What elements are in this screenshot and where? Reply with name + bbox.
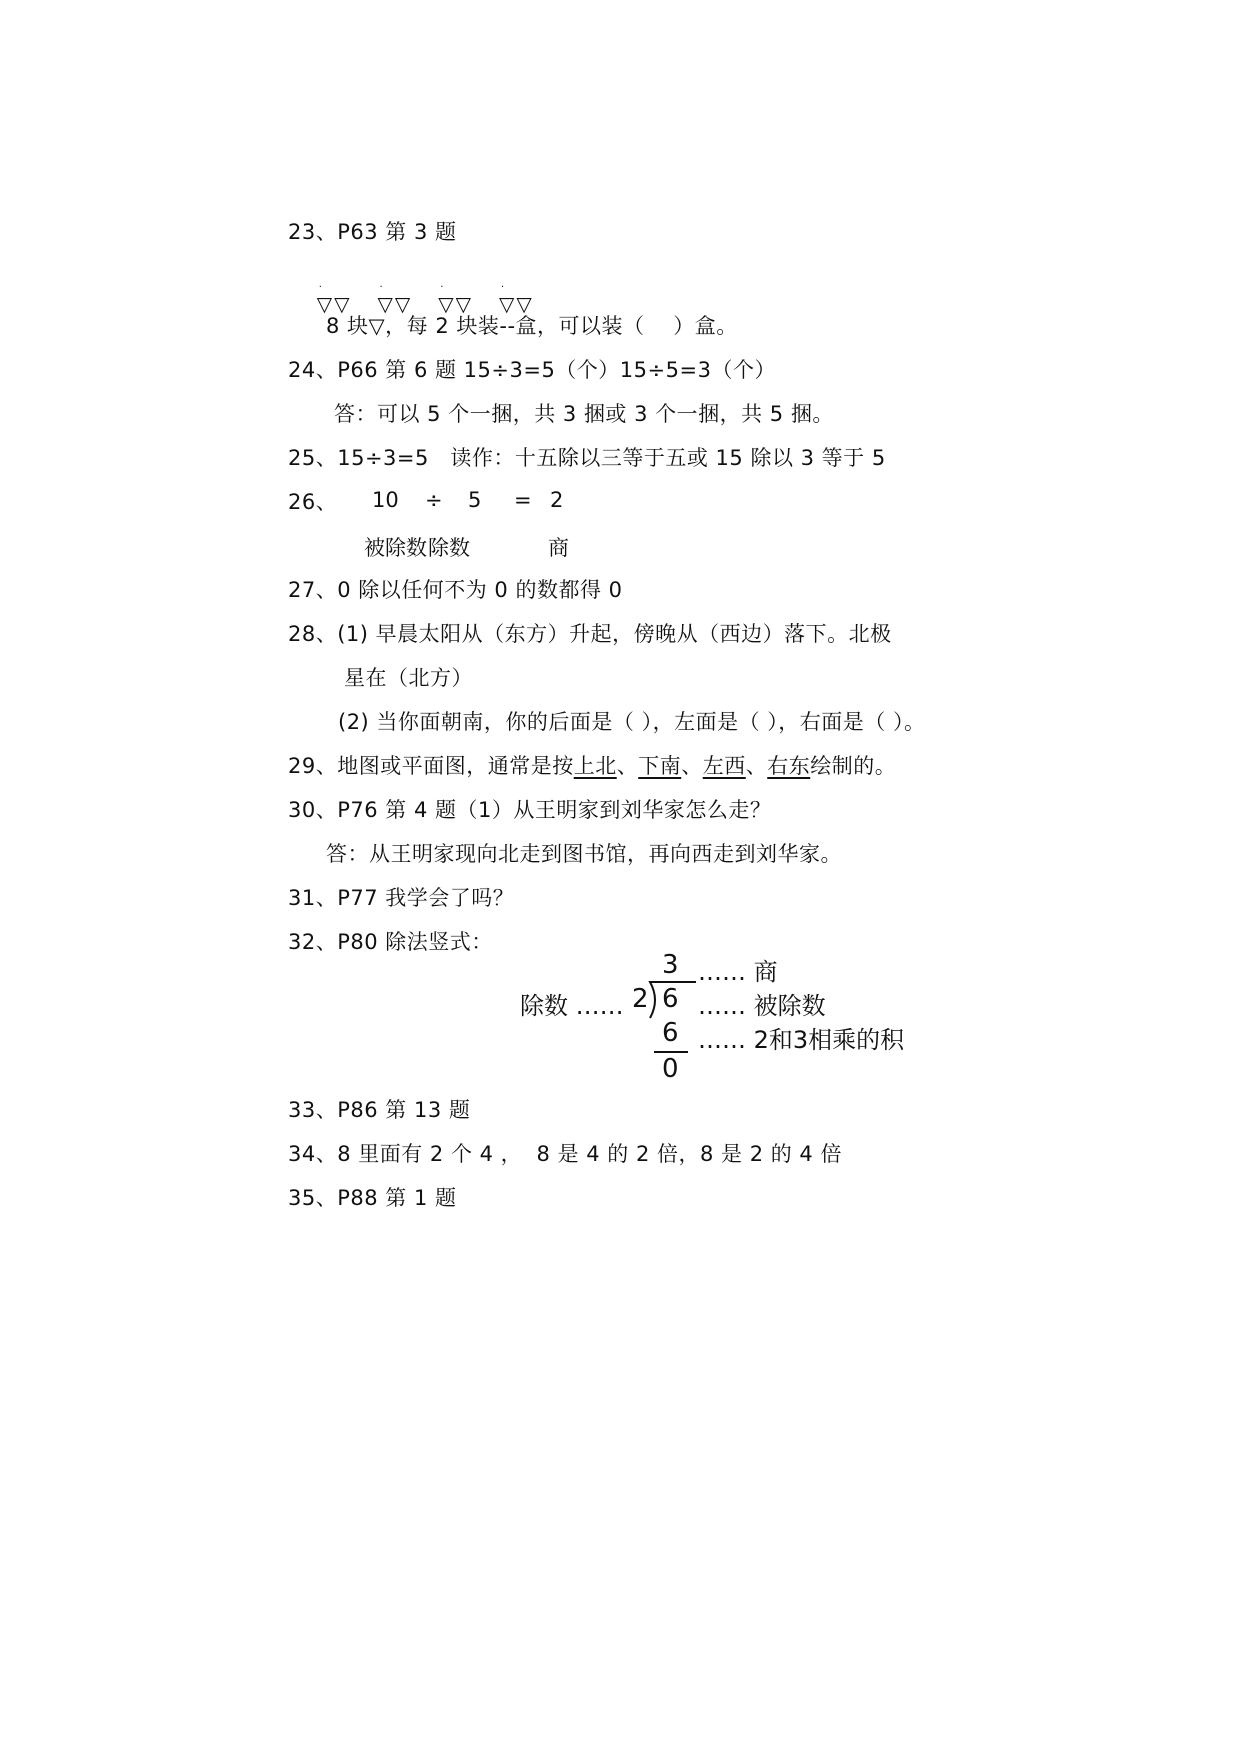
item-24-answer: 答：可以 5 个一捆，共 3 捆或 3 个一捆，共 5 捆。: [334, 402, 834, 426]
triangle-pair: · ▽▽: [499, 282, 534, 316]
dividend-value: 10: [372, 488, 399, 512]
item-30: 30、P76 第 4 题（1）从王明家到刘华家怎么走？: [288, 798, 772, 822]
division-divisor: 2: [632, 984, 649, 1014]
item-24: 24、P66 第 6 题 15÷3=5（个）15÷5=3（个）: [288, 358, 776, 382]
item-35: 35、P88 第 1 题: [288, 1186, 457, 1210]
item-26-number: 26、: [288, 490, 338, 514]
item-29: 29、地图或平面图，通常是按上北、下南、左西、右东绘制的。: [288, 754, 897, 778]
division-dividend: 6: [662, 984, 679, 1014]
item-28-part2: (2) 当你面朝南，你的后面是（ ），左面是（ ），右面是（ ）。: [338, 710, 926, 734]
division-quotient: 3: [662, 950, 679, 980]
quotient-label: 商: [548, 536, 569, 560]
divisor-label: 除数: [428, 536, 470, 560]
division-quotient-label: …… 商: [698, 958, 778, 986]
item-23-question: 8 块▽，每 2 块装--盒，可以装（ ）盒。: [326, 314, 738, 338]
dividend-label: 被除数: [364, 536, 427, 560]
item-33: 33、P86 第 13 题: [288, 1098, 471, 1122]
item-28-part1: 28、(1) 早晨太阳从（东方）升起，傍晚从（西边）落下。北极: [288, 622, 892, 646]
item-31: 31、P77 我学会了吗？: [288, 886, 515, 910]
triangle-pair: · ▽▽: [377, 282, 413, 316]
item-25: 25、15÷3=5 读作：十五除以三等于五或 15 除以 3 等于 5: [288, 446, 886, 470]
item-28-part1-cont: 星在（北方）: [344, 666, 473, 690]
triangle-pair: · ▽▽: [438, 282, 474, 316]
division-product-label: …… 2和3相乘的积: [698, 1026, 905, 1054]
division-divisor-label: 除数 ……: [520, 992, 624, 1020]
triangle-pair: · ▽▽: [316, 282, 352, 316]
triangle-row: [300, 268, 560, 316]
long-division-diagram: [520, 950, 920, 1100]
item-34: 34、8 里面有 2 个 4 ， 8 是 4 的 2 倍，8 是 2 的 4 倍: [288, 1142, 842, 1166]
quotient-value: 2: [550, 488, 564, 512]
divisor-value: 5: [468, 488, 482, 512]
divide-sign: ÷: [425, 488, 443, 512]
equal-sign: =: [514, 488, 532, 512]
division-remainder: 0: [662, 1054, 679, 1084]
item-32: 32、P80 除法竖式：: [288, 930, 493, 954]
item-30-answer: 答：从王明家现向北走到图书馆，再向西走到刘华家。: [326, 842, 842, 866]
division-product: 6: [662, 1018, 679, 1048]
item-23: 23、P63 第 3 题: [288, 220, 457, 244]
division-dividend-label: …… 被除数: [698, 992, 826, 1020]
item-27: 27、0 除以任何不为 0 的数都得 0: [288, 578, 623, 602]
